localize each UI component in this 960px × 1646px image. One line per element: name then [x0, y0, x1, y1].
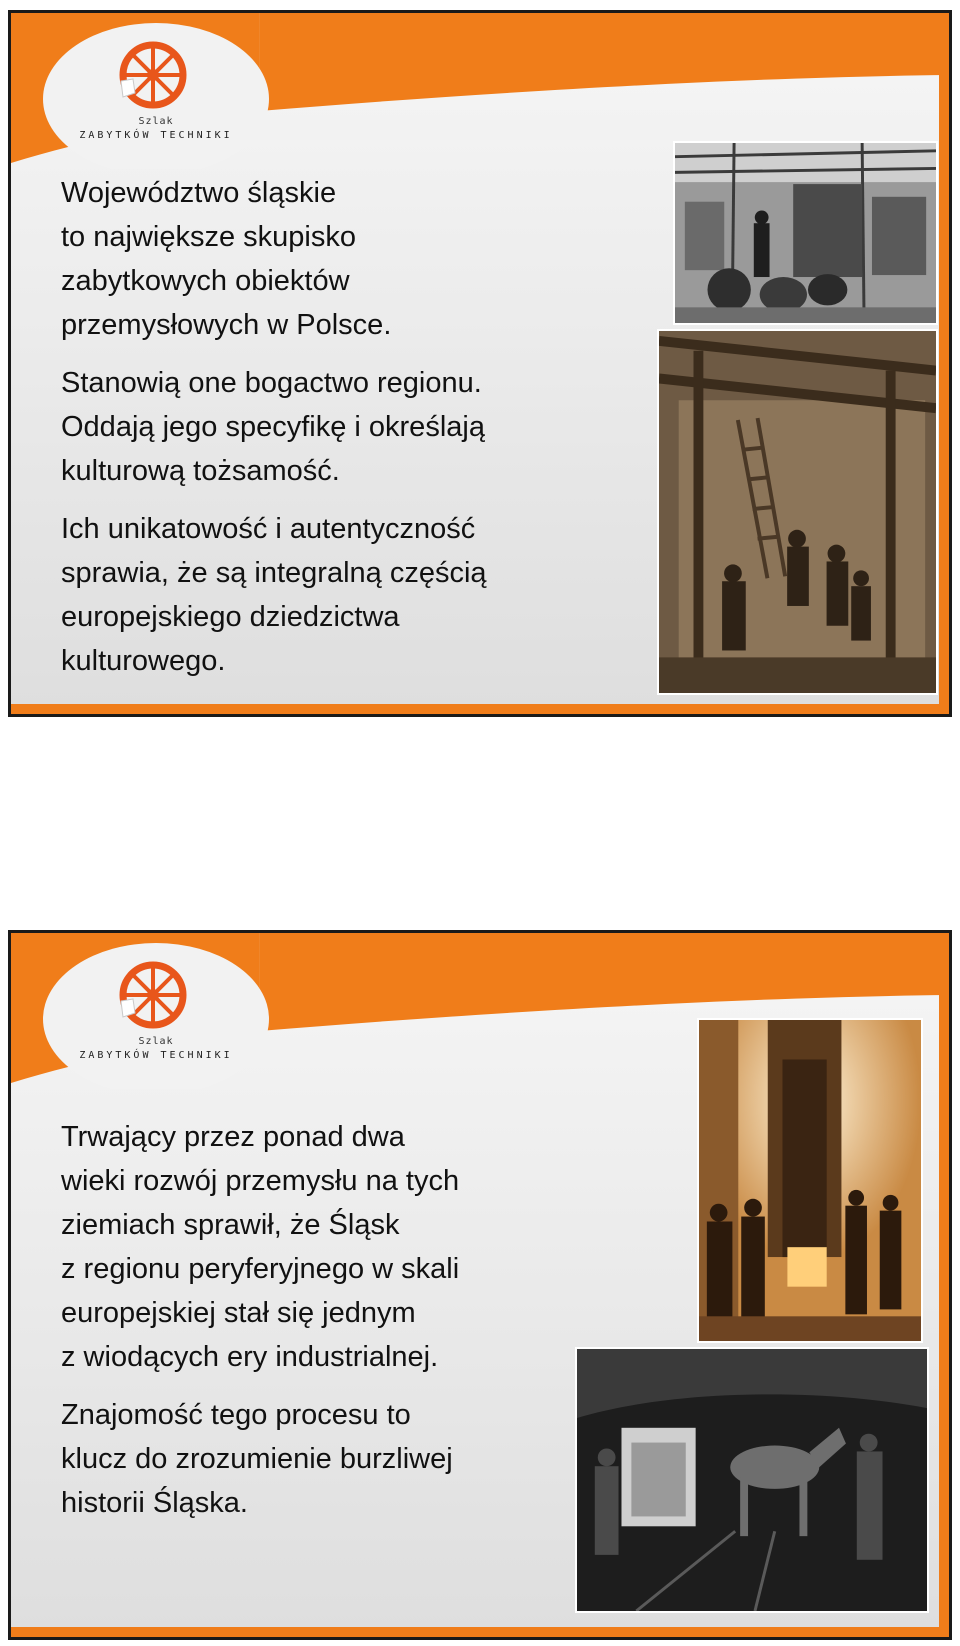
text-line: to największe skupisko: [61, 221, 356, 253]
paragraph-1: [61, 171, 487, 347]
paragraph-3: [61, 507, 487, 683]
paragraph-2: [61, 1393, 459, 1525]
paragraph-2: [61, 361, 487, 493]
slide-1-text: [61, 171, 487, 697]
text-line: z wiodących ery industrialnej.: [61, 1341, 439, 1373]
text-line: europejskiej stał się jednym: [61, 1297, 416, 1329]
logo-text-zabytkow: ZABYTKÓW TECHNIKI: [79, 1050, 233, 1061]
text-line: sprawia, że są integralną częścią: [61, 557, 487, 589]
logo-text-zabytkow: ZABYTKÓW TECHNIKI: [79, 130, 233, 141]
logo-text-szlak: Szlak: [138, 116, 174, 127]
forge-hammer-photo: [697, 1018, 923, 1343]
text-line: klucz do zrozumienie burzliwej: [61, 1443, 453, 1475]
text-line: Oddają jego specyfikę i określają: [61, 411, 485, 443]
orange-frame-right: [939, 933, 949, 1637]
orange-frame-bottom: [11, 1627, 949, 1637]
slide-2: [8, 930, 952, 1640]
text-line: Znajomość tego procesu to: [61, 1399, 411, 1431]
mine-tunnel-horse-photo: [575, 1347, 929, 1613]
coal-mine-photo: [657, 329, 938, 695]
text-line: ziemiach sprawił, że Śląsk: [61, 1209, 400, 1241]
text-line: europejskiego dziedzictwa: [61, 601, 400, 633]
text-line: zabytkowych obiektów: [61, 265, 350, 297]
wagon-wheel-icon: [121, 965, 183, 1025]
logo: [41, 19, 271, 169]
text-line: wieki rozwój przemysłu na tych: [61, 1165, 460, 1197]
text-line: Województwo śląskie: [61, 177, 337, 209]
orange-frame-bottom: [11, 704, 949, 714]
text-line: historii Śląska.: [61, 1487, 248, 1519]
text-line: Ich unikatowość i autentyczność: [61, 513, 476, 545]
wagon-wheel-icon: [121, 45, 183, 105]
slide-2-text: [61, 1115, 459, 1539]
text-line: kulturową tożsamość.: [61, 455, 340, 487]
text-line: Trwający przez ponad dwa: [61, 1121, 405, 1153]
text-line: Stanowią one bogactwo regionu.: [61, 367, 482, 399]
slide-1: [8, 10, 952, 717]
logo: [41, 939, 271, 1089]
text-line: z regionu peryferyjnego w skali: [61, 1253, 460, 1285]
orange-frame-right: [939, 13, 949, 714]
text-line: przemysłowych w Polsce.: [61, 309, 392, 341]
text-line: kulturowego.: [61, 645, 226, 677]
logo-text-szlak: Szlak: [138, 1036, 174, 1047]
factory-interior-photo: [673, 141, 938, 325]
paragraph-1: [61, 1115, 459, 1379]
